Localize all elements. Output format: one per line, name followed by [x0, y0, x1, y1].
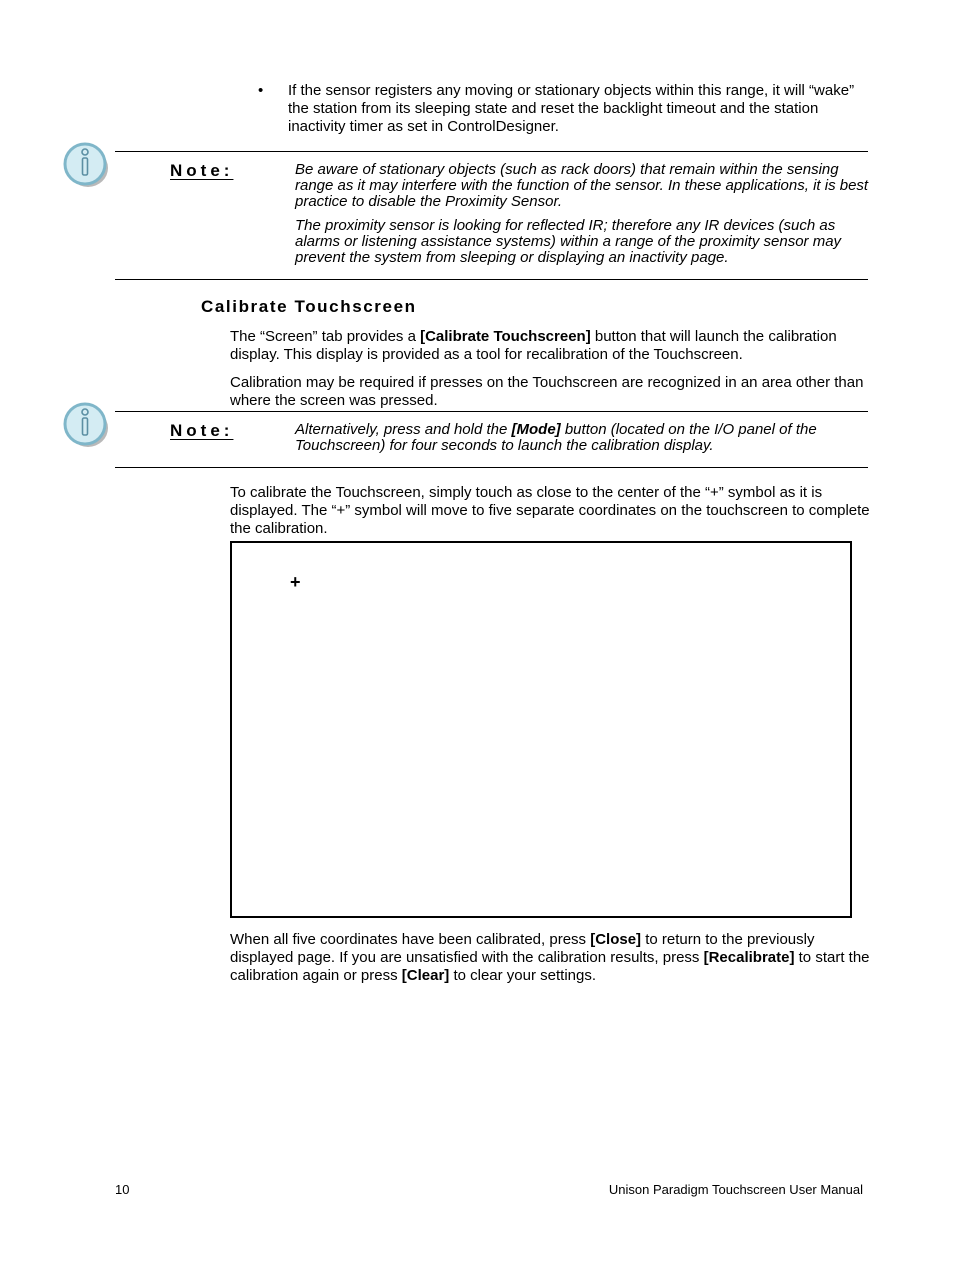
closing-paragraph: When all five coordinates have been calibrated, press [Close] to return to the previously displayed page. If you are unsatisfied with the calibration results, press [Recalibrate] to start the calibration again or press [Clear] to clear your settings. [230, 931, 870, 984]
note-body [295, 162, 870, 274]
paragraph: Calibration may be required if presses on the Touchscreen are recognized in an area other than where the screen was pressed. [230, 374, 864, 409]
section-heading: Calibrate Touchscreen [201, 297, 417, 316]
section-body [230, 328, 870, 420]
note-bottom-divider [115, 279, 868, 280]
manual-title: Unison Paradigm Touchscreen User Manual [608, 1182, 863, 1197]
note-paragraph: Alternatively, press and hold the [Mode] button (located on the I/O panel of the Touchscreen) for four seconds to launch the calibration display. [295, 421, 817, 454]
note-top-divider [115, 151, 868, 152]
bullet-text: If the sensor registers any moving or stationary objects within this range, it will “wake” the station from its sleeping state and reset the backlight timeout and the station inactivity timer as set in ControlDesigner. [288, 82, 855, 135]
note-body [295, 422, 870, 462]
paragraph: The “Screen” tab provides a [Calibrate Touchscreen] button that will launch the calibration display. This display is provided as a tool for recalibration of the Touchscreen. [230, 328, 837, 363]
note-bottom-divider [115, 467, 868, 468]
note-paragraph: Be aware of stationary objects (such as rack doors) that remain within the sensing range as it may interfere with the function of the sensor. In these applications, it is best practice to disable the Proximity Sensor. [295, 161, 869, 210]
info-icon [62, 140, 108, 188]
info-icon [62, 400, 108, 448]
bullet-marker: • [258, 82, 264, 99]
calibration-display [230, 541, 852, 918]
calibration-intro: To calibrate the Touchscreen, simply touch as close to the center of the “+” symbol as it is displayed. The “+” symbol will move to five separate coordinates on the touchscreen to complete the calibration. [230, 484, 870, 537]
page-number: 10 [115, 1182, 130, 1197]
note-label: Note: [170, 421, 234, 440]
calibration-target: + [290, 572, 301, 592]
note-top-divider [115, 411, 868, 412]
note-paragraph: The proximity sensor is looking for reflected IR; therefore any IR devices (such as alarms or listening assistance systems) within a range of the proximity sensor may prevent the system from sleeping or displaying an inactivity page. [295, 217, 842, 266]
note-label: Note: [170, 161, 234, 180]
